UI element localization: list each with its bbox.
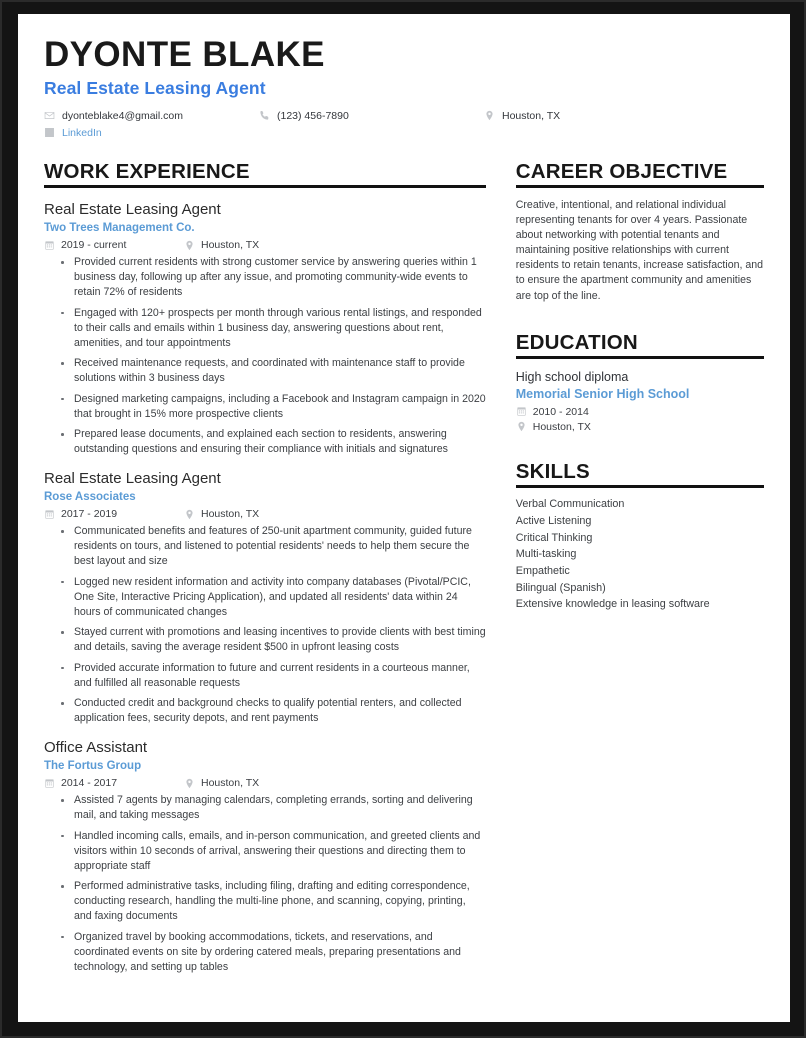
- job-entry: [44, 201, 486, 457]
- section-title-work-experience: WORK EXPERIENCE: [44, 159, 250, 183]
- list-item: Bilingual (Spanish): [515, 581, 606, 594]
- education-degree: High school diploma: [515, 370, 629, 385]
- job-meta: [44, 239, 486, 251]
- map-pin-icon: [184, 509, 195, 520]
- job-company: The Fortus Group: [44, 760, 142, 773]
- section-rule-education: [516, 356, 764, 359]
- job-bullet: Designed marketing campaigns, including a Facebook and Instagram campaign in 2020 that brought in 15% more prospective clients: [74, 392, 486, 422]
- job-title: Real Estate Leasing Agent: [44, 201, 221, 219]
- linkedin-icon: [44, 127, 55, 138]
- map-pin-icon: [484, 110, 495, 121]
- career-objective-text: Creative, intentional, and relational individual representing tenants for over 4 years. Passionate about networking with potential tenants and maintaining positive relationships with current residents to retain tenants, increase satisfaction, and to ensure the apartment community and amenities are top of the line.: [515, 199, 764, 302]
- job-dates: [44, 239, 184, 251]
- calendar-icon: [44, 240, 55, 251]
- resume-page: [18, 14, 790, 1022]
- contact-phone-label: (123) 456-7890: [277, 109, 349, 122]
- list-item: Extensive knowledge in leasing software: [515, 598, 710, 611]
- skills-section: [516, 461, 764, 614]
- contact-phone[interactable]: [259, 110, 484, 122]
- job-entry: [44, 739, 486, 975]
- job-bullet: Organized travel by booking accommodations, tickets, and reservations, and coordinated events on site by ordering catered meals, preparing presentations and technology, and setting up tables: [74, 930, 486, 975]
- map-pin-icon: [516, 421, 527, 432]
- contact-row-primary: [44, 110, 764, 122]
- education-entry: [516, 369, 764, 433]
- list-item: Active Listening: [515, 514, 592, 527]
- professional-headline: Real Estate Leasing Agent: [44, 77, 266, 98]
- contact-row-secondary: [44, 127, 764, 139]
- job-meta: [44, 508, 486, 520]
- education-dates: [516, 406, 764, 418]
- list-item: Verbal Communication: [515, 498, 625, 511]
- job-location-label: Houston, TX: [201, 508, 260, 521]
- career-objective-block: [516, 198, 764, 303]
- list-item: Empathetic: [515, 565, 570, 577]
- left-column: [44, 161, 502, 975]
- phone-icon: [259, 110, 270, 121]
- job-title: Real Estate Leasing Agent: [44, 470, 221, 488]
- list-item: Multi-tasking: [515, 548, 577, 561]
- job-bullet: Handled incoming calls, emails, and in-person communication, and greeted clients and visitors within 10 seconds of arrival, answering their questions and directing them to appropriate staff: [74, 829, 486, 874]
- skills-list: [516, 496, 764, 613]
- education-section: [516, 332, 764, 433]
- calendar-icon: [44, 509, 55, 520]
- job-bullet: Provided current residents with strong customer service by answering queries within 1 business day, following up after any issue, and promoting community-wide events to retain 72% of residents: [74, 255, 486, 300]
- section-rule-career-objective: [516, 185, 764, 188]
- job-bullet: Assisted 7 agents by managing calendars, completing errands, sorting and delivering mail, and taking messages: [74, 793, 486, 823]
- resume-body: [44, 161, 764, 975]
- calendar-icon: [516, 406, 527, 417]
- page-title: DYONTE BLAKE: [44, 35, 325, 74]
- job-bullet: Stayed current with promotions and leasing incentives to provide clients with best timing and details, saving the average resident $500 in upfront leasing costs: [74, 625, 486, 655]
- job-dates-label: 2014 - 2017: [61, 777, 118, 790]
- section-rule-skills: [516, 485, 764, 488]
- job-meta: [44, 777, 486, 789]
- job-location-label: Houston, TX: [201, 777, 260, 790]
- job-dates-label: 2019 - current: [61, 239, 127, 251]
- section-title-skills: SKILLS: [515, 459, 590, 483]
- job-dates-label: 2017 - 2019: [61, 508, 118, 521]
- contact-linkedin-label: LinkedIn: [62, 126, 102, 139]
- education-location: [516, 421, 764, 433]
- contact-location: [484, 110, 560, 122]
- section-rule-work-experience: [44, 185, 486, 188]
- job-bullet: Conducted credit and background checks to qualify potential renters, and collected application fees, security depots, and rent payments: [74, 696, 486, 726]
- job-location: [184, 239, 259, 251]
- job-bullet: Prepared lease documents, and explained each section to residents, answering outstanding questions and ensuring their compliance with initials and signatures: [74, 427, 486, 457]
- job-location: [184, 508, 259, 520]
- job-bullets: [44, 524, 486, 726]
- job-title: Office Assistant: [44, 739, 148, 757]
- job-location: [184, 777, 259, 789]
- job-bullets: [44, 255, 486, 457]
- job-bullet: Engaged with 120+ prospects per month through various rental listings, and responded to their calls and emails within 1 business day, answering questions about rent, amenities, and tour appointments: [74, 306, 486, 351]
- job-bullets: [44, 793, 486, 975]
- job-bullet: Logged new resident information and activity into company databases (Pivotal/PCIC, One Site, Interactive Pricing Application), and updated all residents' data within 24 hours of communicated changes: [74, 575, 486, 620]
- calendar-icon: [44, 778, 55, 789]
- job-bullet: Received maintenance requests, and coordinated with maintenance staff to provide solutions within 3 business days: [74, 356, 486, 386]
- section-title-education: EDUCATION: [515, 330, 638, 354]
- education-location-label: Houston, TX: [532, 420, 591, 433]
- job-bullet: Performed administrative tasks, including filing, drafting and editing correspondence, conducting research, handling the multi-line phone, and scanning, copying, printing, and faxing documents: [74, 879, 486, 924]
- list-item: Critical Thinking: [515, 531, 593, 544]
- job-bullet: Provided accurate information to future and current residents in a courteous manner, and fulfilled all reasonable requests: [74, 661, 486, 691]
- map-pin-icon: [184, 778, 195, 789]
- section-title-career-objective: CAREER OBJECTIVE: [515, 159, 728, 183]
- job-dates: [44, 777, 184, 789]
- job-dates: [44, 508, 184, 520]
- job-company: Two Trees Management Co.: [44, 222, 195, 235]
- right-column: [502, 161, 764, 613]
- map-pin-icon: [184, 240, 195, 251]
- job-location-label: Houston, TX: [201, 239, 260, 251]
- contact-linkedin[interactable]: [44, 127, 259, 139]
- envelope-icon: [44, 110, 55, 121]
- resume-header: [44, 36, 764, 139]
- education-dates-label: 2010 - 2014: [532, 405, 589, 418]
- job-entry: [44, 470, 486, 726]
- contact-email-label: dyonteblake4@gmail.com: [62, 109, 183, 122]
- contact-location-label: Houston, TX: [502, 109, 561, 122]
- contact-email[interactable]: [44, 110, 259, 122]
- job-bullet: Communicated benefits and features of 250-unit apartment community, guided future residents on tours, and listened to potential residents' needs to help them secure the best layout and size: [74, 524, 486, 569]
- job-company: Rose Associates: [44, 491, 136, 504]
- education-school: Memorial Senior High School: [515, 387, 690, 402]
